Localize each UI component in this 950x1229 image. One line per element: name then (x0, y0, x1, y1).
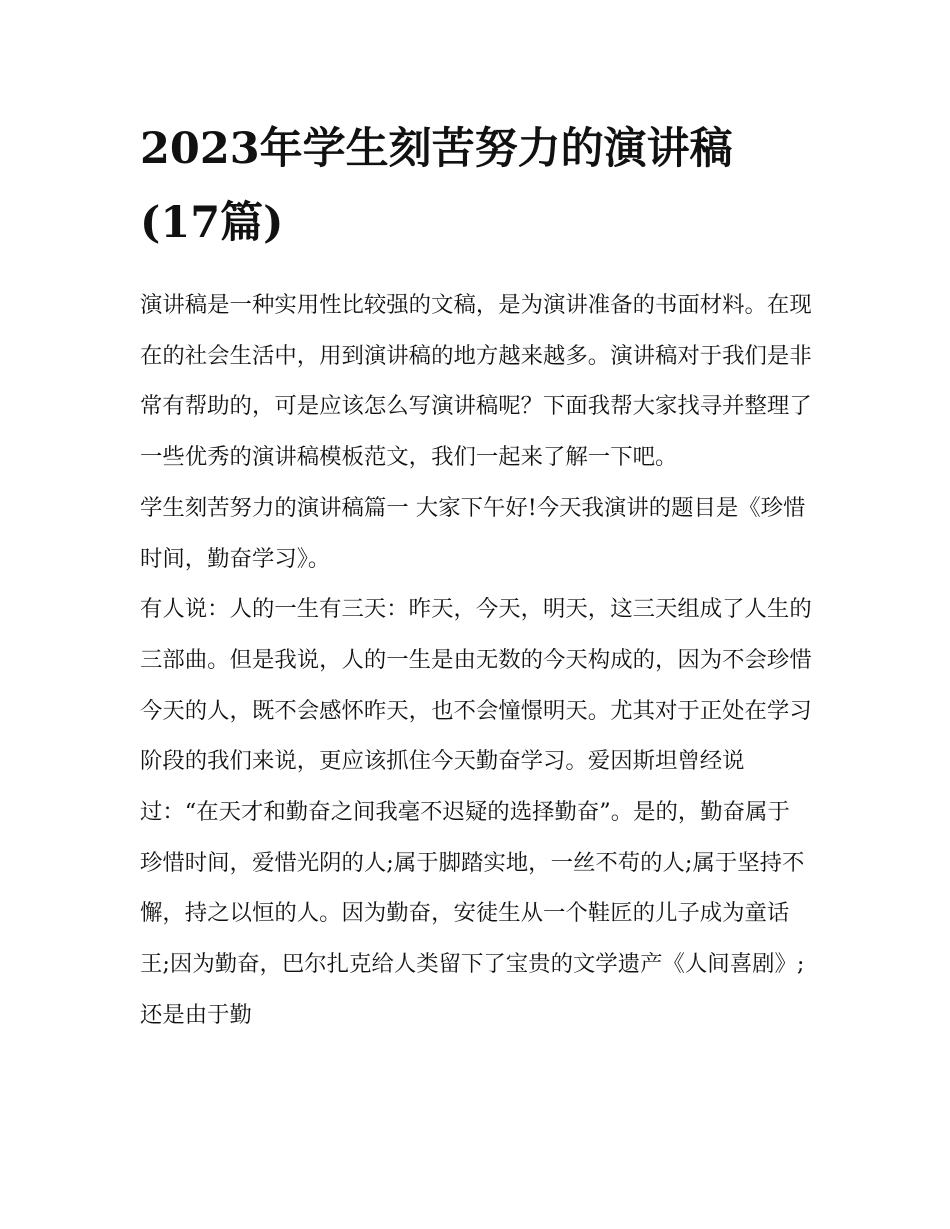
paragraph-speech-opening: 学生刻苦努力的演讲稿篇一 大家下午好!今天我演讲的题目是《珍惜时间，勤奋学习》。 (140, 494, 806, 572)
paragraph-speech-body: 有人说：人的一生有三天：昨天，今天，明天，这三天组成了人生的三部曲。但是我说，人的一生是由无数的今天构成的，因为不会珍惜今天的人，既不会感怀昨天，也不会憧憬明天。尤其对于正处在学习阶段的我们来说，更应该抓住今天勤奋学习。爱因斯坦曾经说过：“在天才和勤奋之间我毫不迟疑的选择勤奋”。是的，勤奋属于珍惜时间，爱惜光阴的人;属于脚踏实地，一丝不苟的人;属于坚持不懈，持之以恒的人。因为勤奋，安徒生从一个鞋匠的儿子成为童话王;因为勤奋，巴尔扎克给人类留下了宝贵的文学遗产《人间喜剧》;还是由于勤 (140, 596, 812, 1028)
document-body (140, 280, 812, 1041)
document-title: 2023年学生刻苦努力的演讲稿(17篇) (140, 124, 733, 248)
paragraph-intro: 演讲稿是一种实用性比较强的文稿，是为演讲准备的书面材料。在现在的社会生活中，用到演讲稿的地方越来越多。演讲稿对于我们是非常有帮助的，可是应该怎么写演讲稿呢？下面我帮大家找寻并整理了一些优秀的演讲稿模板范文，我们一起来了解一下吧。 (140, 292, 812, 471)
document-page (140, 112, 812, 1041)
